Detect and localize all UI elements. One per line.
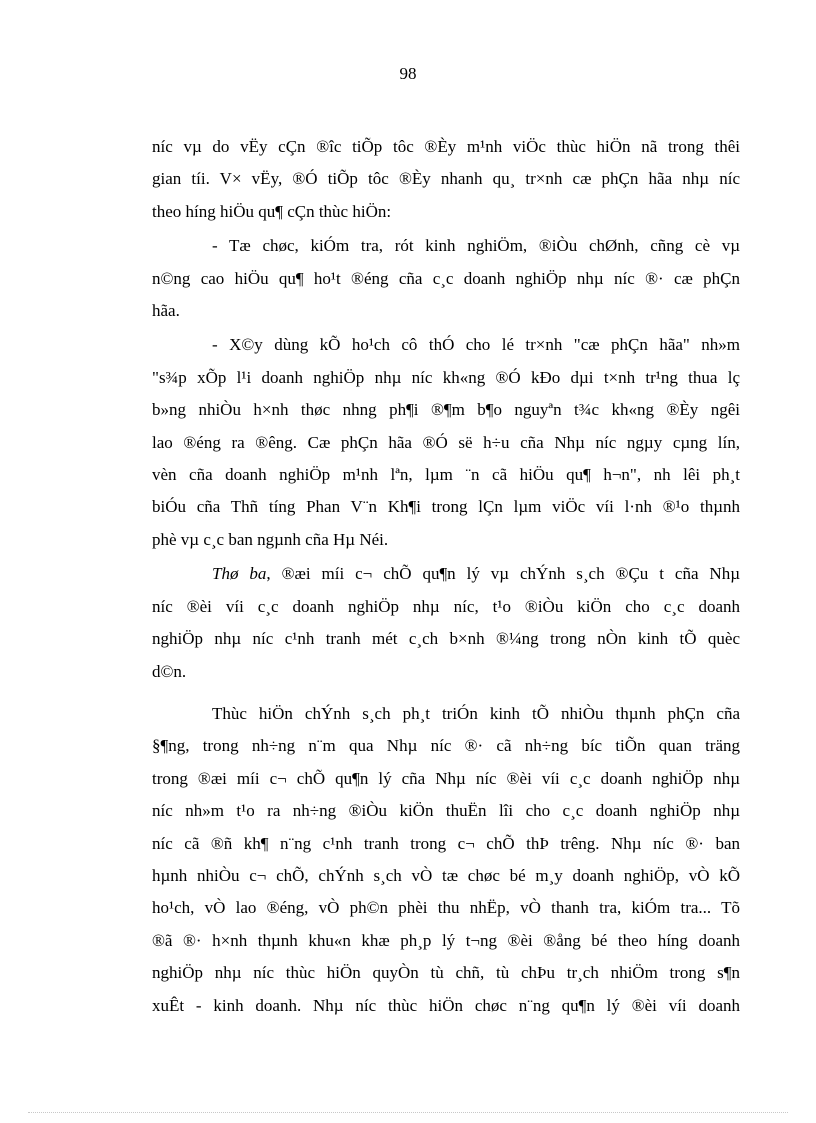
page-bottom-border: [28, 1112, 788, 1113]
text-line: hãa.: [152, 301, 180, 321]
text-line: lao ®éng ra ®êng. Cæ phÇn hãa ®Ó së h÷u cña Nhµ níc ngµy cµng lín,: [152, 432, 740, 452]
page-number: 98: [399, 64, 417, 83]
text-line: n©ng cao hiÖu qu¶ ho¹t ®éng cña c¸c doanh nghiÖp nhµ níc ®· cæ phÇn: [152, 268, 740, 288]
paragraph-3: [152, 329, 740, 556]
paragraph-2: [152, 230, 740, 327]
text-line: Thùc hiÖn chÝnh s¸ch ph¸t triÓn kinh tÕ nhiÒu thµnh phÇn cña: [212, 703, 740, 723]
text-line: nghiÖp nhµ níc c¹nh tranh mét c¸ch b×nh ®¼ng trong nÒn kinh tÕ quèc: [152, 629, 740, 649]
text-line: b»ng nhiÒu h×nh thøc nhng ph¶i ®¶m b¶o nguyªn t¾c kh«ng ®Èy ngêi: [152, 400, 740, 420]
paragraph-1: [152, 131, 740, 228]
section-lead: Thø ba: [212, 564, 267, 584]
document-body: [152, 131, 740, 1022]
text-line: gian tíi. V× vËy, ®Ó tiÕp tôc ®Èy nhanh qu¸ tr×nh cæ phÇn hãa nhµ níc: [152, 169, 740, 189]
text-line: níc vµ do vËy cÇn ®îc tiÕp tôc ®Èy m¹nh viÖc thùc hiÖn nã trong thêi: [152, 137, 740, 156]
text-line: trong ®æi míi c¬ chÕ qu¶n lý cña Nhµ níc ®èi víi c¸c doanh nghiÖp nhµ: [152, 768, 740, 788]
text-line: ®ã ®· h×nh thµnh khu«n khæ ph¸p lý t¬ng ®èi ®ång bé theo híng doanh: [152, 930, 740, 950]
text-line: níc cã ®ñ kh¶ n¨ng c¹nh tranh trong c¬ chÕ thÞ trêng. Nhµ níc ®· ban: [152, 833, 740, 853]
text-line: phè vµ c¸c ban ngµnh cña Hµ Néi.: [152, 529, 389, 549]
text-line: níc ®èi víi c¸c doanh nghiÖp nhµ níc, t¹o ®iÒu kiÖn cho c¸c doanh: [152, 596, 740, 616]
text-line: hµnh nhiÒu c¬ chÕ, chÝnh s¸ch vÒ tæ chøc bé m¸y doanh nghiÖp, vÒ kÕ: [152, 865, 740, 885]
text-line: - Tæ chøc, kiÓm tra, rót kinh nghiÖm, ®iÒu chØnh, cñng cè vµ: [212, 236, 740, 256]
text-line: "s¾p xÕp l¹i doanh nghiÖp nhµ níc kh«ng ®Ó kÐo dµi t×nh tr¹ng thua lç: [152, 367, 740, 387]
text-line: §¶ng, trong nh÷ng n¨m qua Nhµ níc ®· cã nh÷ng bíc tiÕn quan träng: [152, 736, 740, 756]
text-line: nghiÖp nhµ níc thùc hiÖn quyÒn tù chñ, tù chÞu tr¸ch nhiÖm trong s¶n: [152, 963, 740, 983]
paragraph-5: [152, 698, 740, 1022]
text-line: theo híng hiÖu qu¶ cÇn thùc hiÖn:: [152, 201, 392, 221]
text-line: d©n.: [152, 661, 187, 681]
text-line: xuÊt - kinh doanh. Nhµ níc thùc hiÖn chøc n¨ng qu¶n lý ®èi víi doanh: [152, 995, 740, 1015]
paragraph-4: [152, 558, 740, 688]
text-line: - X©y dùng kÕ ho¹ch cô thÓ cho lé tr×nh "cæ phÇn hãa" nh»m: [212, 335, 740, 355]
text-line: níc nh»m t¹o ra nh÷ng ®iÒu kiÖn thuËn lîi cho c¸c doanh nghiÖp nhµ: [152, 801, 740, 821]
text-line: ho¹ch, vÒ lao ®éng, vÒ ph©n phèi thu nhËp, vÒ thanh tra, kiÓm tra... Tõ: [152, 898, 740, 918]
text-line: [152, 558, 740, 590]
text-segment: , ®æi míi c¬ chÕ qu¶n lý vµ chÝnh s¸ch ®Çu t cña Nhµ: [266, 564, 740, 584]
text-line: vèn cña doanh nghiÖp m¹nh lªn, lµm ¨n cã hiÖu qu¶ h¬n", nh lêi ph¸t: [152, 465, 740, 485]
text-line: biÓu cña Thñ tíng Phan V¨n Kh¶i trong lÇn lµm viÖc víi l·nh ®¹o thµnh: [152, 497, 740, 517]
